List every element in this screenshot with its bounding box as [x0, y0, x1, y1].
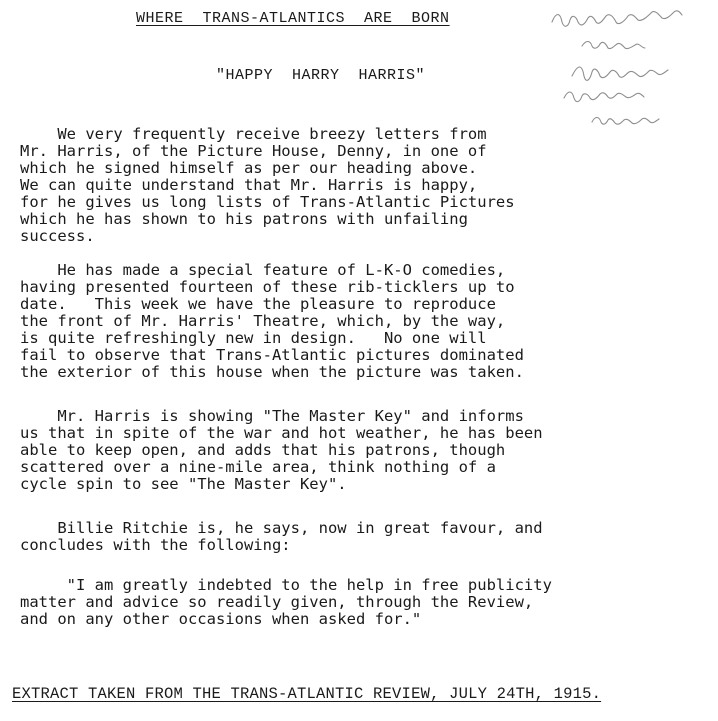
paragraph-4 [20, 520, 710, 554]
document-heading: WHERE TRANS-ATLANTICS ARE BORN [136, 10, 450, 27]
paragraph-line: for he gives us long lists of Trans-Atlantic Pictures [20, 193, 515, 211]
paragraph-line: able to keep open, and adds that his patrons, though [20, 441, 506, 459]
paragraph-3 [20, 408, 710, 493]
paragraph-line: the front of Mr. Harris' Theatre, which, by the way, [20, 312, 506, 330]
paragraph-line: Mr. Harris, of the Picture House, Denny, in one of [20, 142, 487, 160]
paragraph-5-quote [20, 577, 710, 628]
paragraph-line: matter and advice so readily given, through the Review, [20, 593, 534, 611]
paragraph-line: Mr. Harris is showing "The Master Key" and informs [20, 407, 524, 425]
paragraph-line: "I am greatly indebted to the help in free publicity [20, 576, 552, 594]
paragraph-2 [20, 262, 710, 381]
paragraph-line: Billie Ritchie is, he says, now in great favour, and [20, 519, 543, 537]
paragraph-line: cycle spin to see "The Master Key". [20, 475, 347, 493]
paragraph-1 [20, 126, 710, 245]
paragraph-line: having presented fourteen of these rib-ticklers up to [20, 278, 515, 296]
document-footer: EXTRACT TAKEN FROM THE TRANS-ATLANTIC REVIEW, JULY 24TH, 1915. [12, 685, 602, 703]
document-subtitle: "HAPPY HARRY HARRIS" [216, 67, 426, 84]
paragraph-line: We can quite understand that Mr. Harris is happy, [20, 176, 478, 194]
handwritten-annotation [542, 0, 718, 140]
paragraph-line: concludes with the following: [20, 536, 291, 554]
paragraph-line: success. [20, 227, 95, 245]
paragraph-line: He has made a special feature of L-K-O comedies, [20, 261, 506, 279]
paragraph-line: fail to observe that Trans-Atlantic pictures dominated [20, 346, 524, 364]
paragraph-line: We very frequently receive breezy letters from [20, 125, 487, 143]
paragraph-line: scattered over a nine-mile area, think nothing of a [20, 458, 496, 476]
paragraph-line: us that in spite of the war and hot weather, he has been [20, 424, 543, 442]
paragraph-line: is quite refreshingly new in design. No one will [20, 329, 487, 347]
paragraph-line: which he has shown to his patrons with unfailing [20, 210, 468, 228]
paragraph-line: which he signed himself as per our heading above. [20, 159, 478, 177]
paragraph-line: the exterior of this house when the picture was taken. [20, 363, 524, 381]
paragraph-line: date. This week we have the pleasure to reproduce [20, 295, 496, 313]
paragraph-line: and on any other occasions when asked for." [20, 610, 422, 628]
